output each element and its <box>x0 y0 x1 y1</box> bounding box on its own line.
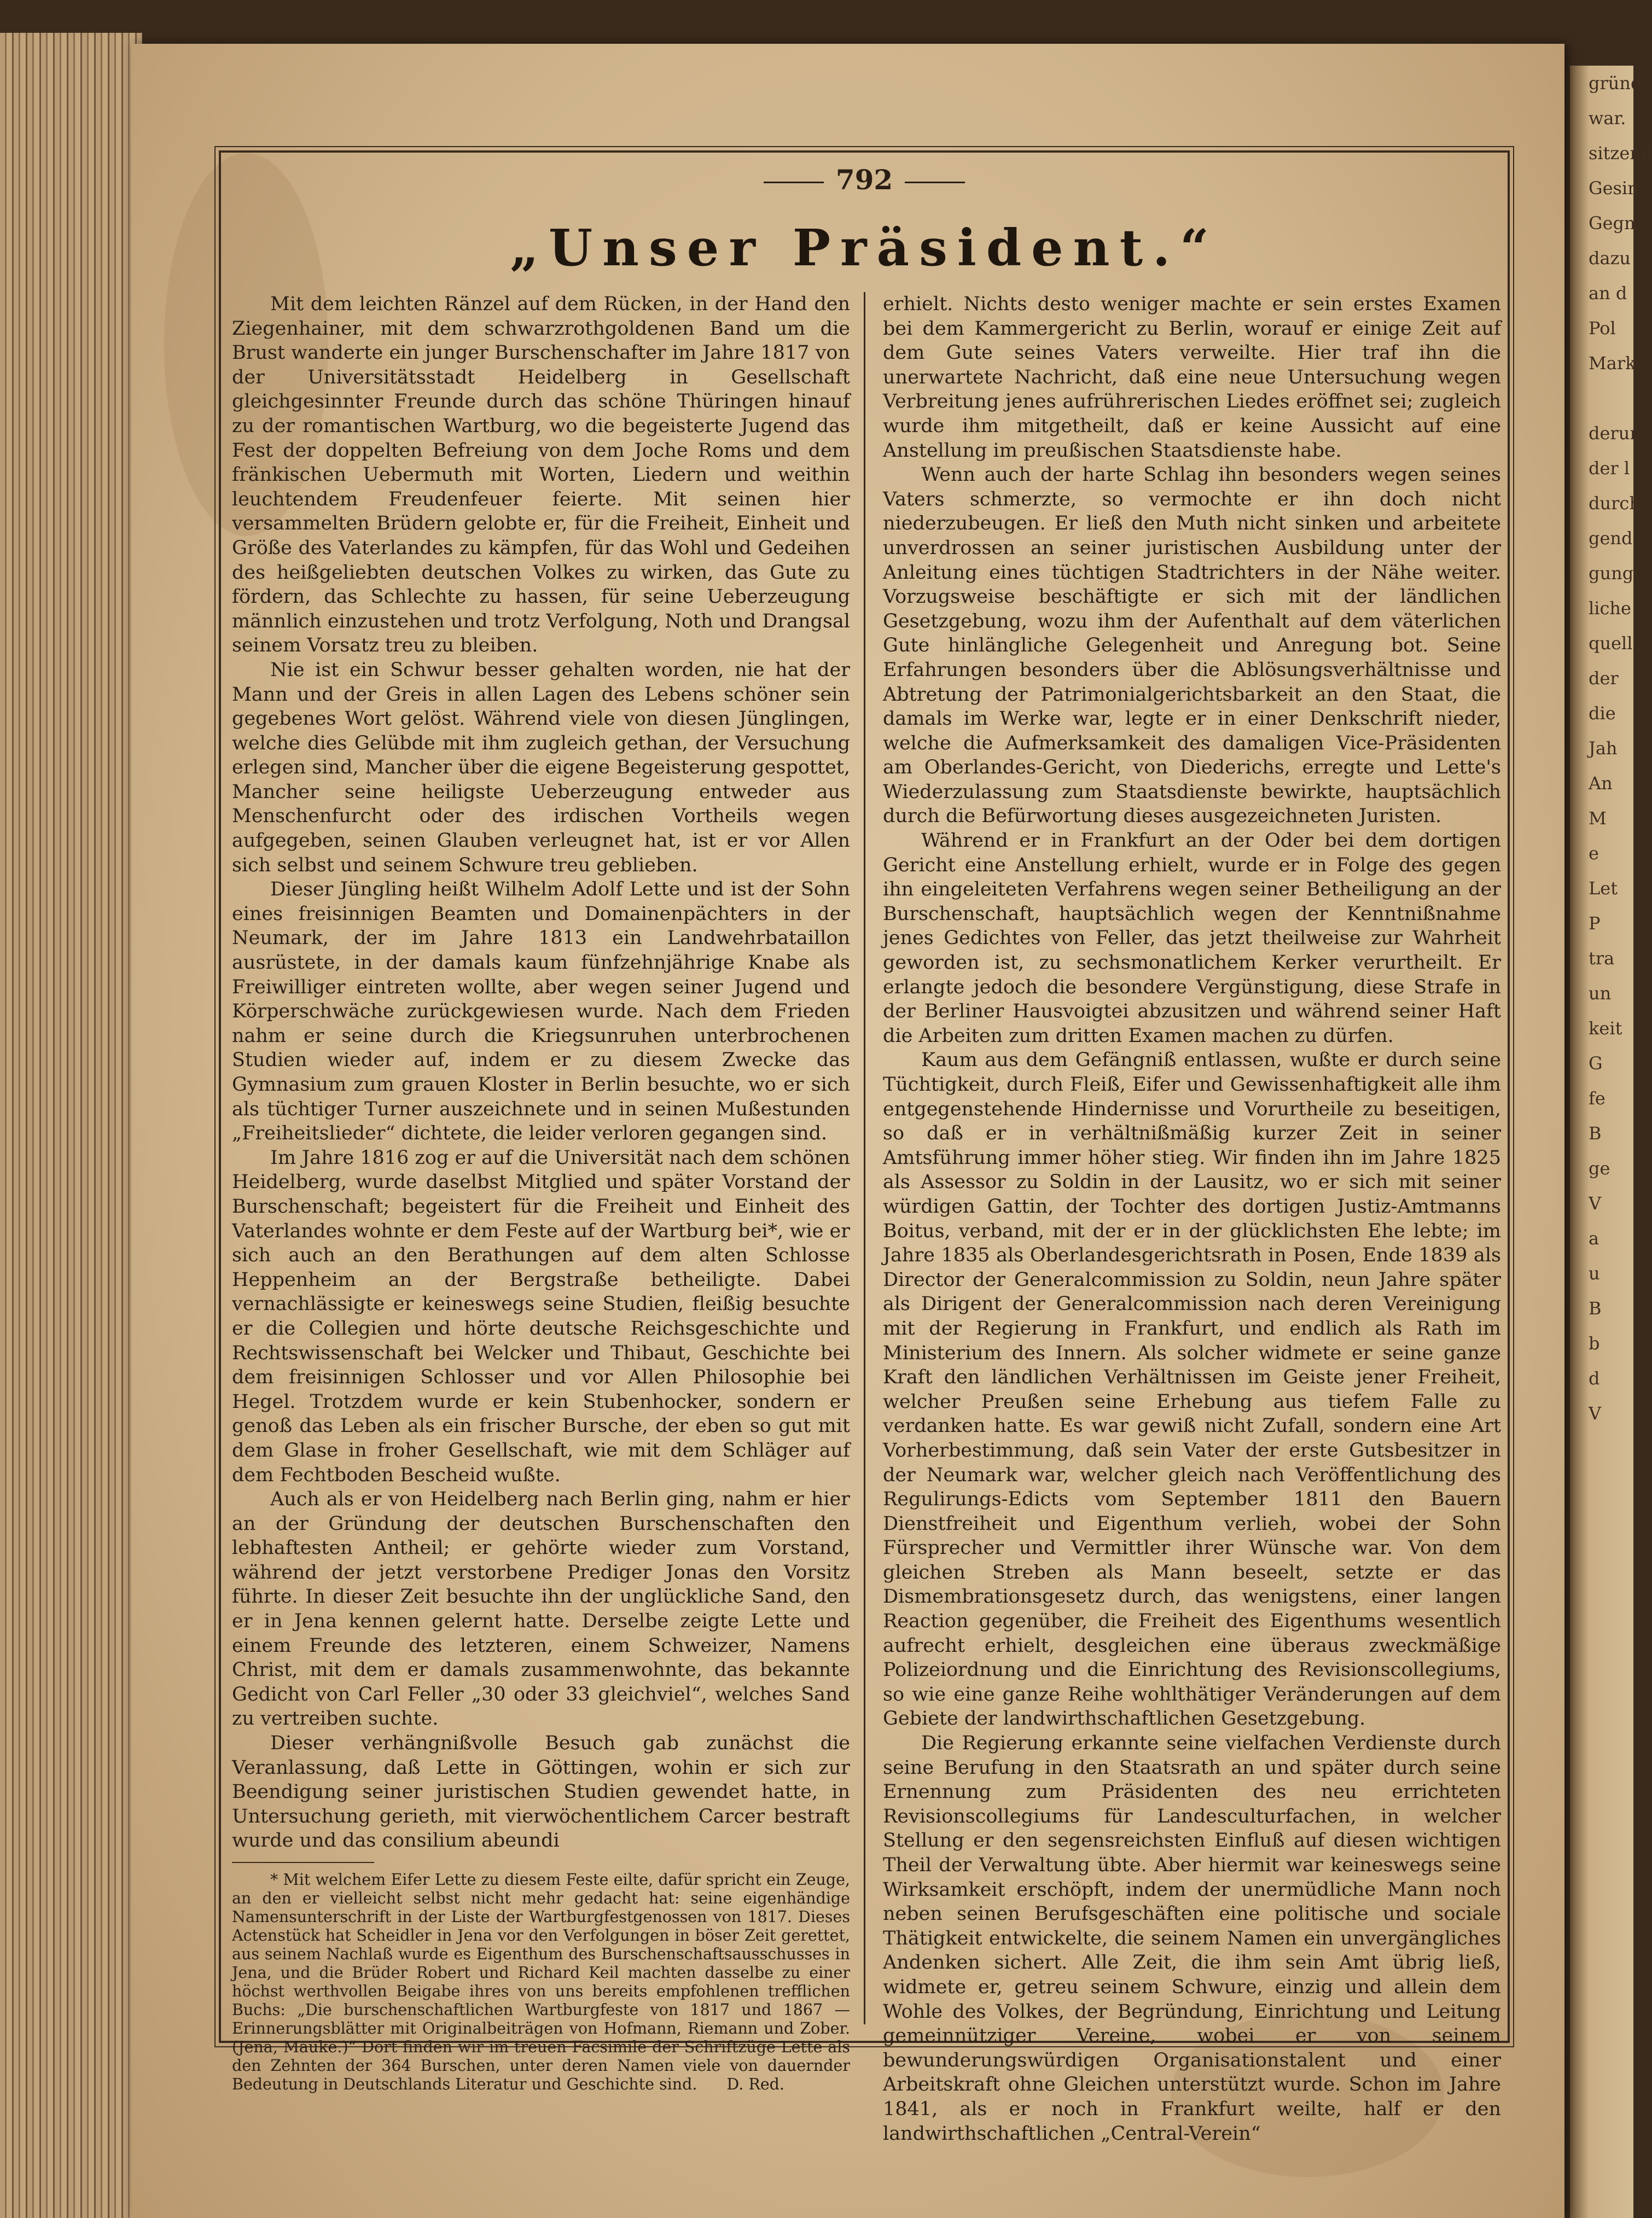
paragraph: Auch als er von Heidelberg nach Berlin ging, nahm er hier an der Gründung der deutschen Burschenschaften den lebhaftesten Antheil; er gehörte wieder zum Vorstand, während der jetzt verstorbene Prediger Jonas den Vorsitz führte. In dieser Zeit besuchte ihn der unglückliche Sand, den er in Jena kennen gelernt hatte. Derselbe zeigte Lette und einem Freunde des letzteren, einem Schweizer, Namens Christ, mit dem er damals zusammenwohnte, das bekannte Gedicht von Carl Feller „30 oder 33 gleichviel“, welches Sand zu vertreiben suchte. <box>232 1488 850 1730</box>
paragraph: Im Jahre 1816 zog er auf die Universität nach dem schönen Heidelberg, wurde daselbst Mitglied und später Vorstand der Burschenschaft; begeistert für die Freiheit und Einheit des Vaterlandes wohnte er dem Feste auf der Wartburg bei*, wie er sich auch an den Berathungen auf dem alten Schlosse Heppenheim an der Bergstraße betheiligte. Dabei vernachlässigte er keineswegs seine Studien, fleißig besuchte er die Collegien und hörte deutsche Reichsgeschichte und Rechtswissenschaft bei Welcker und Thibaut, Geschichte bei dem freisinnigen Schlosser und vor Allen Philosophie bei Hegel. Trotzdem wurde er kein Stubenhocker, sondern er genoß das Leben als ein frischer Bursche, der eben so gut mit dem Glase in froher Gesellschaft, wie mit dem Schläger auf dem Fechtboden Bescheid wußte. <box>232 1146 850 1486</box>
text-frame <box>219 150 1510 2145</box>
left-column <box>232 292 850 2093</box>
next-page-fragment: e <box>1589 843 1599 864</box>
next-page-fragment: die <box>1589 703 1616 724</box>
footnote-rule <box>232 1862 374 1863</box>
next-page-fragment: Let <box>1589 878 1618 899</box>
next-page-fragment: liche <box>1589 598 1631 619</box>
next-page-fragment: Gesin <box>1589 178 1639 199</box>
next-page-fragment: durch <box>1589 493 1641 514</box>
next-page-fragment: Pol <box>1589 318 1616 339</box>
page-number: 792 <box>221 164 1508 196</box>
next-page-fragment: war. <box>1589 108 1626 129</box>
next-page-edge <box>1570 66 1652 2218</box>
next-page-fragment: a <box>1589 1228 1599 1249</box>
paragraph: Mit dem leichten Ränzel auf dem Rücken, in der Hand den Ziegenhainer, mit dem schwarzrothgoldenen Band um die Brust wanderte ein junger Burschenschafter im Jahre 1817 von der Universitätsstadt Heidelberg in Gesellschaft gleichgesinnter Freunde durch das schöne Thüringen hinauf zu der romantischen Wartburg, wo die begeisterte Jugend das Fest der doppelten Befreiung von dem Joche Roms und dem fränkischen Uebermuth mit Worten, Liedern und weithin leuchtendem Freudenfeuer feierte. Mit seinen hier versammelten Brüdern gelobte er, für die Freiheit, Einheit und Größe des Vaterlandes zu kämpfen, für das Wohl und Gedeihen des heißgeliebten deutschen Volkes zu wirken, das Gute zu fördern, das Schlechte zu hassen, für seine Ueberzeugung männlich einzustehen und trotz Verfolgung, Noth und Drangsal seinem Vorsatz treu zu bleiben. <box>232 293 850 657</box>
paragraph: Dieser Jüngling heißt Wilhelm Adolf Lette und ist der Sohn eines freisinnigen Beamten und Domainenpächters in der Neumark, der im Jahre 1813 ein Landwehrbataillon ausrüstete, in der damals kaum fünfzehnjährige Knabe als Freiwilliger eintreten wollte, aber wegen seiner Jugend und Körperschwäche zurückgewiesen wurde. Nach dem Frieden nahm er seine durch die Kriegsunruhen unterbrochenen Studien wieder auf, indem er zu diesem Zwecke das Gymnasium zum grauen Kloster in Berlin besuchte, wo er sich als tüchtiger Turner auszeichnete und in seinen Mußestunden „Freiheitslieder“ dichtete, die leider verloren gegangen sind. <box>232 878 850 1145</box>
next-page-fragment <box>1570 381 1633 416</box>
next-page-fragment: quell <box>1589 633 1633 654</box>
next-page-fragment: gend <box>1589 528 1633 549</box>
next-page-fragment: derun <box>1589 423 1641 444</box>
paragraph: Während er in Frankfurt an der Oder bei dem dortigen Gericht eine Anstellung erhielt, wurde er in Folge des gegen ihn eingeleiteten Verfahrens wegen seiner Betheiligung an der Burschenschaft, hauptsächlich wegen der Kenntnißnahme jenes Gedichtes von Feller, das jetzt theilweise zur Wahrheit geworden ist, zu sechsmonatlichem Kerker verurtheilt. Er erlangte jedoch die besondere Vergünstigung, diese Strafe in der Berliner Hausvoigtei abzusitzen und während seiner Haft die Arbeiten zum dritten Examen machen zu dürfen. <box>883 830 1501 1047</box>
next-page-fragment: der <box>1589 668 1619 689</box>
next-page-fragment: dazu <box>1589 248 1631 269</box>
next-page-fragment: Gegn <box>1589 213 1636 234</box>
next-page-fragment: fe <box>1589 1088 1606 1109</box>
paragraph: Wenn auch der harte Schlag ihn besonders wegen seines Vaters schmerzte, so vermochte er ihn doch nicht niederzubeugen. Er ließ den Muth nicht sinken und arbeitete unverdrossen an seiner juristischen Ausbildung unter der Anleitung eines tüchtigen Stadtrichters in der Nähe weiter. Vorzugsweise beschäftigte er sich mit der ländlichen Gesetzgebung, wozu ihm der Aufenthalt auf dem väterlichen Gute hinlängliche Gelegenheit und Anregung bot. Seine Erfahrungen besonders über die Ablösungsverhältnisse und Abtretung der Patrimonialgerichtsbarkeit an den Staat, die damals im Werke war, legte er in einer Denkschrift nieder, welche die Aufmerksamkeit des damaligen Vice-Präsidenten am Oberlandes-Gericht, von Diederichs, erregte und Lette's Wiederzulassung zum Staatsdienste bewirkte, hauptsächlich durch die Befürwortung dieses ausgezeichneten Juristen. <box>883 464 1501 828</box>
paragraph: Nie ist ein Schwur besser gehalten worden, nie hat der Mann und der Greis in allen Lagen des Lebens schöner sein gegebenes Wort gelöst. Während viele von diesen Jünglingen, welche dies Gelübde mit ihm zugleich gethan, der Versuchung erlegen sind, Mancher über die eigene Begeisterung gespottet, Mancher seine heiligste Ueberzeugung entweder aus Menschenfurcht oder des irdischen Vortheils wegen aufgegeben, seinen Glauben verleugnet hat, ist er vor Allen sich selbst und seinem Schwure treu geblieben. <box>232 659 850 876</box>
next-page-fragment: B <box>1589 1298 1602 1319</box>
next-page-fragment: ge <box>1589 1158 1610 1179</box>
paragraph: Dieser verhängnißvolle Besuch gab zunächst die Veranlassung, daß Lette in Göttingen, wohin er sich zur Beendigung seiner juristischen Studien gewendet hatte, in Untersuchung gerieth, mit vierwöchentlichem Carcer bestraft wurde und das consilium abeundi <box>232 1732 850 1852</box>
next-page-fragment: d <box>1589 1368 1600 1389</box>
next-page-fragment: sitzend <box>1589 143 1652 164</box>
paragraph: Die Regierung erkannte seine vielfachen Verdienste durch seine Berufung in den Staatsrath an und später durch seine Ernennung zum Präsidenten des neu errichteten Revisionscollegiums für Landesculturfachen, in welcher Stellung er den segensreichsten Einfluß auf diesen wichtigen Theil der Verwaltung übte. Aber hiermit war keineswegs seine Wirksamkeit erschöpft, indem der unermüdliche Mann noch neben seinen Berufsgeschäften eine politische und sociale Thätigkeit entwickelte, die seinem Namen ein unvergängliches Andenken sichert. Alle Zeit, die ihm sein Amt übrig ließ, widmete er, getreu seinem Schwure, einzig und allein dem Wohle des Volkes, der Begründung, Einrichtung und Leitung gemeinnütziger Vereine, wobei er von seinem bewunderungswürdigen Organisationstalent und einer Arbeitskraft ohne Gleichen unterstützt wurde. Schon im Jahre 1841, als er noch in Frankfurt weilte, half er den landwirthschaftlichen „Central-Verein“ <box>883 1732 1501 2145</box>
next-page-fragment: der l <box>1589 458 1630 479</box>
paragraph: Kaum aus dem Gefängniß entlassen, wußte er durch seine Tüchtigkeit, durch Fleiß, Eifer und Gewissenhaftigkeit alle ihm entgegenstehende Hindernisse und Vorurtheile zu beseitigen, so daß er in verhältnißmäßig kurzer Zeit in seiner Amtsführung immer höher stieg. Wir finden ihn im Jahre 1825 als Assessor zu Soldin in der Lausitz, wo er sich mit seiner würdigen Gattin, der Tochter des dortigen Justiz-Amtmanns Boitus, verband, mit der er in der glücklichsten Ehe lebte; im Jahre 1835 als Oberlandesgerichtsrath in Posen, Ende 1839 als Director der Generalcommission zu Soldin, neun Jahre später als Dirigent der Generalcommission nach deren Vereinigung mit der Regierung in Frankfurt, und endlich als Rath im Ministerium des Innern. Als solcher widmete er seine ganze Kraft den ländlichen Verhältnissen im Geiste jener Freiheit, welcher Preußen seine Erhebung aus tiefem Falle zu verdanken hatte. Es war gewiß nicht Zufall, sondern eine Art Vorherbestimmung, daß sein Vater der erste Gutsbesitzer in der Neumark war, welcher gleich nach Veröffentlichung des Regulirungs-Edicts vom September 1811 den Bauern Dienstfreiheit und Eigenthum verlieh, wobei der Sohn Fürsprecher und Vermittler ihrer Wünsche war. Von dem gleichen Streben als Mann beseelt, setzte er das Dismembrationsgesetz durch, das wenigstens, einer langen Reaction gegenüber, die Freiheit des Eigenthums wesentlich aufrecht erhielt, desgleichen eine überaus zweckmäßige Polizeiordnung und die Einrichtung des Revisionscollegiums, so wie eine ganze Reihe wohlthätiger Veränderungen auf dem Gebiete der landwirthschaftlichen Gesetzgebung. <box>883 1049 1501 1730</box>
paragraph: erhielt. Nichts desto weniger machte er sein erstes Examen bei dem Kammergericht zu Berlin, worauf er einige Zeit auf dem Gute seines Vaters verweilte. Hier traf ihn die unerwartete Nachricht, daß eine neue Untersuchung wegen Verbreitung jenes aufrührerischen Liedes eröffnet sei; zugleich wurde ihm mitgetheilt, daß er keine Aussicht auf eine Anstellung im preußischen Staatsdienste habe. <box>883 293 1501 462</box>
footnote: * Mit welchem Eifer Lette zu diesem Feste eilte, dafür spricht ein Zeuge, an den er vielleicht selbst nicht mehr gedacht hat: seine eigenhändige Namensunterschrift in der Liste der Wartburgfestgenossen von 1817. Dieses Actenstück hat Scheidler in Jena vor den Verfolgungen in böser Zeit gerettet, aus seinem Nachlaß wurde es Eigenthum des Burschenschaftsausschusses in Jena, und die Brüder Robert und Richard Keil machten dasselbe zu einer höchst werthvollen Beigabe ihres von uns bereits empfohlenen trefflichen Buchs: „Die burschenschaftlichen Wartburgfeste von 1817 und 1867 — Erinnerungsblätter mit Originalbeiträgen von Hofmann, Riemann und Zober. (Jena, Mauke.)“ Dort finden wir im treuen Facsimile der Schriftzüge Lette als den Zehnten der 364 Burschen, unter deren Namen viele von dauernder Bedeutung in Deutschlands Literatur und Geschichte sind. <box>232 1871 850 2093</box>
right-column <box>883 292 1501 2145</box>
next-page-fragment: Jah <box>1589 738 1618 759</box>
next-page-fragment: tra <box>1589 948 1615 969</box>
next-page-fragment: V <box>1589 1193 1602 1214</box>
next-page-fragment: An <box>1589 773 1613 794</box>
next-page-fragment: Mark <box>1589 353 1636 374</box>
next-page-fragment: gung <box>1589 563 1634 584</box>
next-page-fragment: un <box>1589 983 1612 1004</box>
next-page-fragment: gründ <box>1589 73 1642 94</box>
column-divider <box>864 292 865 2024</box>
next-page-fragment: V <box>1589 1403 1602 1424</box>
next-page-fragment: an d <box>1589 283 1627 304</box>
footnote-signature: D. Red. <box>726 2075 784 2093</box>
article-title: „Unser Präsident.“ <box>509 218 1219 277</box>
page-stack-edge <box>0 33 142 2218</box>
next-page-fragment: u <box>1589 1263 1600 1284</box>
next-page-fragment: B <box>1589 1123 1602 1144</box>
next-page-fragment: P <box>1589 913 1601 934</box>
next-page-fragment: b <box>1589 1333 1600 1354</box>
next-page-fragment: keit <box>1589 1018 1622 1039</box>
next-page-fragment: M <box>1589 808 1607 829</box>
next-page-fragment: G <box>1589 1053 1603 1074</box>
